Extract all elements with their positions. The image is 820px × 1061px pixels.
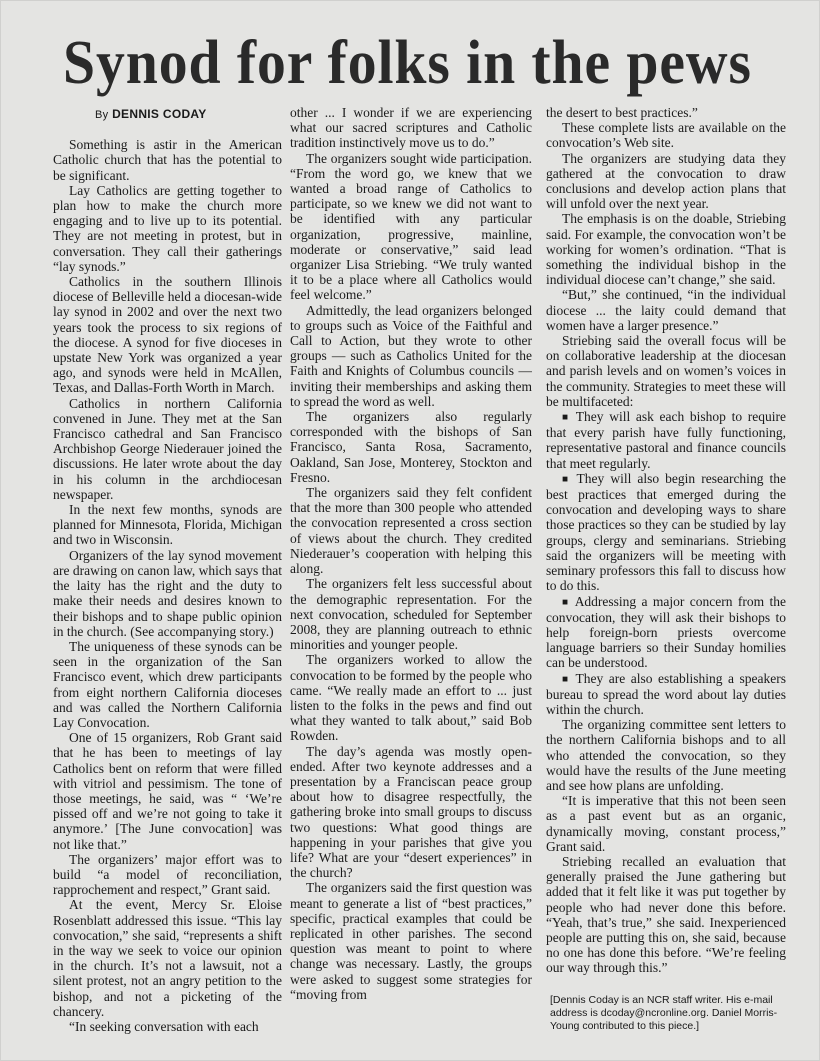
paragraph: The organizers felt less successful about the demographic representation. For the next convocation, scheduled for September 2008, they are planning outreach to ethnic minorities and younger people. <box>290 576 532 653</box>
bullet-marker: ■ <box>562 673 571 685</box>
bullet-marker: ■ <box>562 473 571 485</box>
bullet-item <box>546 409 786 471</box>
paragraph: One of 15 organizers, Rob Grant said that he has been to meetings of lay Catholics bent on reform that were filled with vitriol and pessimism. The tone of those meetings, he said, was “ ‘We’re pissed off and we’re not going to take it anymore.’ [The June convocation] was not like that.” <box>53 730 282 852</box>
continued-paragraph: the desert to best practices.” <box>546 105 698 120</box>
byline-author: DENNIS CODAY <box>112 107 207 121</box>
paragraph: The organizers sought wide participation. “From the word go, we knew that we wanted a broad range of Catholics to participate, so we knew we did not want to be identified with any particular organization, progressive, mainline, moderate or conservative,” said lead organizer Lisa Striebing. “We truly wanted it to be a place where all Catholics would feel welcome.” <box>290 150 532 303</box>
bullet-item <box>546 471 786 594</box>
bullet-marker: ■ <box>562 596 571 608</box>
paragraph: The emphasis is on the doable, Striebing said. For example, the convocation won’t be working for women’s ordination. “That is something the individual bishop in the individual diocese can’t change,” she said. <box>546 211 786 288</box>
paragraph: Striebing recalled an evaluation that generally praised the June gathering but added that it felt like it was put together by people who had never done this before. “Yeah, that’s true,” she said. Inexperienced people are putting this on, she said, because no one has done this before. “We’re feeling our way through this.” <box>546 853 786 976</box>
author-note: [Dennis Coday is an NCR staff writer. His e-mail address is dcoday@ncronline.org. Daniel Morris-Young contributed to this piece.] <box>550 993 778 1032</box>
byline-prefix: By <box>95 109 109 121</box>
paragraph: In the next few months, synods are planned for Minnesota, Florida, Michigan and two in Wisconsin. <box>53 502 282 548</box>
paragraph: The organizers also regularly corresponded with the bishops of San Francisco, Santa Rosa, Sacramento, Oakland, San Jose, Monterey, Stockton and Fresno. <box>290 409 532 485</box>
article-column-3 <box>546 105 786 1041</box>
paragraph: “It is imperative that this not been seen as a past event but as an organic, dynamically moving, constant process,” Grant said. <box>546 793 786 854</box>
paragraph: The organizers said the first question was meant to generate a list of “best practices,” specific, practical examples that could be replicated in other parishes. The second question was meant to point to where change was necessary. Lastly, the groups were asked to suggest some strategies for “moving from <box>290 880 532 1002</box>
paragraph: Catholics in northern California convened in June. They met at the San Francisco cathedral and San Francisco Archbishop George Niederauer joined the discussions. He later wrote about the day in his column in the archdiocesan newspaper. <box>53 395 282 502</box>
paragraph: Striebing said the overall focus will be on collaborative leadership at the diocesan and parish levels and on women’s voices in the community. Strategies to meet these will be multifaceted: <box>546 333 786 409</box>
bullet-item <box>546 594 786 671</box>
paragraph: Admittedly, the lead organizers belonged to groups such as Voice of the Faithful and Call to Action, but they wrote to other groups — such as Catholics United for the Faith and Knights of Columbus councils — inviting their memberships and asking them to spread the word as well. <box>290 302 532 409</box>
paragraph: The uniqueness of these synods can be seen in the organization of the San Francisco event, which drew participants from eight northern California dioceses and was called the Northern California Lay Convocation. <box>53 638 282 730</box>
headline: Synod for folks in the pews <box>63 29 752 97</box>
paragraph: These complete lists are available on the convocation’s Web site. <box>546 120 786 151</box>
bullet-text: They are also establishing a speakers bureau to spread the word about lay duties within the church. <box>546 670 786 717</box>
bullet-text: Addressing a major concern from the convocation, they will ask their bishops to help foreign-born priests overcome language barriers so their Sunday homilies can be understood. <box>546 593 786 671</box>
byline <box>95 107 282 123</box>
paragraph: The organizing committee sent letters to the northern California bishops and to all who attended the convocation, so they would have the results of the June meeting and see how plans are unfolding. <box>546 717 786 793</box>
bullet-text: They will ask each bishop to require that every parish have fully functioning, representative pastoral and finance councils that meet regularly. <box>546 409 786 471</box>
paragraph: “In seeking conversation with each <box>69 1018 259 1034</box>
paragraph: Organizers of the lay synod movement are drawing on canon law, which says that the laity has the right and the duty to make their needs and desires known to their bishops and to shape public opinion in the church. (See accompanying story.) <box>53 547 282 639</box>
paragraph: The organizers are studying data they gathered at the convocation to draw conclusions and develop action plans that will unfold over the next year. <box>546 150 786 212</box>
continued-paragraph: other ... I wonder if we are experiencing what our sacred scriptures and Catholic tradition instinctively move us to do.” <box>290 105 532 151</box>
article-column-1 <box>53 105 282 1041</box>
paragraph: “But,” she continued, “in the individual diocese ... the laity could demand that women have a larger presence.” <box>546 287 786 333</box>
paragraph: The organizers said they felt confident that the more than 300 people who attended the convocation represented a cross section of views about the church. They credited Niederauer’s cooperation with helping this along. <box>290 485 532 577</box>
bullet-item <box>546 671 786 718</box>
paragraph: The organizers worked to allow the convocation to be formed by the people who came. “We really made an effort to ... just listen to the folks in the pews and find out what they wanted to talk about,” said Bob Rowden. <box>290 652 532 744</box>
bullet-marker: ■ <box>562 412 571 424</box>
paragraph: The day’s agenda was mostly open-ended. After two keynote addresses and a presentation by a Franciscan peace group about how to disagree respectfully, the gathering broke into small groups to discuss two questions: What good things are happening in your parishes that give you life? What are your “desert experiences” in the church? <box>290 743 532 881</box>
paragraph: The organizers’ major effort was to build “a model of reconciliation, rapprochement and respect,” Grant said. <box>53 851 282 898</box>
paragraph: At the event, Mercy Sr. Eloise Rosenblatt addressed this issue. “This lay convocation,” she said, “represents a shift in the way we seek to voice our opinion in the church. It’s not a lawsuit, not a silent protest, not an angry petition to the bishop, and not a picketing of the chancery. <box>53 897 282 1019</box>
bullet-text: They will also begin researching the best practices that emerged during the convocation and developing ways to share those practices so they can be studied by lay groups, clergy and seminarians. Striebing said the organizers will be meeting with seminary professors this fall to discuss how to do this. <box>546 470 786 594</box>
article-column-2 <box>290 105 532 1041</box>
paragraph: Catholics in the southern Illinois diocese of Belleville held a diocesan-wide lay synod in 2002 and over the next two years took the process to six regions of the diocese. A synod for five dioceses in upstate New York was organized a year ago, and synods were held in McAllen, Texas, and Dallas-Forth Worth in March. <box>53 274 282 396</box>
paragraph: Lay Catholics are getting together to plan how to make the church more engaging and to live up to its potential. They are not meeting in protest, but in conversation. They call their gatherings “lay synods.” <box>53 182 282 274</box>
paragraph: Something is astir in the American Catholic church that has the potential to be significant. <box>53 137 282 183</box>
